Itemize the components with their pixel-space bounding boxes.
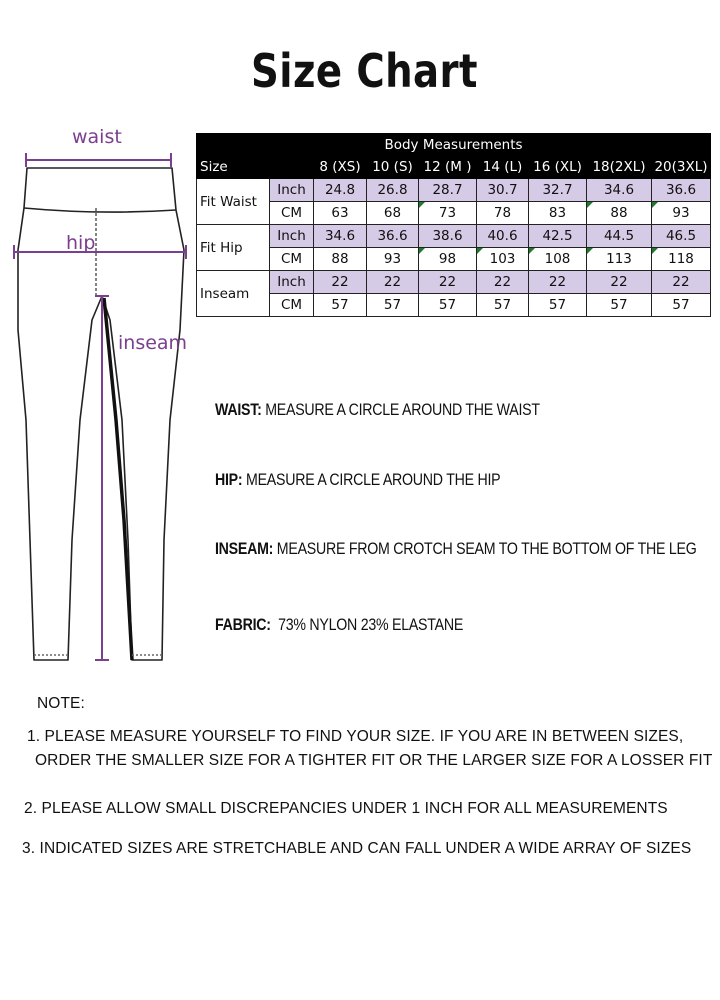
- table-row: [197, 202, 711, 225]
- table-cell: 30.7: [477, 179, 529, 202]
- table-cell: 73: [419, 202, 477, 225]
- table-cell: 57: [314, 294, 367, 317]
- table-cell: 57: [652, 294, 711, 317]
- table-cell: 22: [314, 271, 367, 294]
- size-column-header: Size: [197, 156, 314, 179]
- table-cell: 22: [367, 271, 419, 294]
- size-header: 20(3XL): [652, 156, 711, 179]
- table-cell: 57: [529, 294, 587, 317]
- table-cell: 22: [419, 271, 477, 294]
- table-row: [197, 225, 711, 248]
- unit-label: Inch: [270, 225, 314, 248]
- table-cell: 93: [652, 202, 711, 225]
- table-cell: 34.6: [314, 225, 367, 248]
- table-cell: 46.5: [652, 225, 711, 248]
- leggings-outline-icon: [0, 120, 200, 680]
- note-heading: NOTE:: [37, 695, 85, 712]
- note-item-2: 2. PLEASE ALLOW SMALL DISCREPANCIES UNDER 1 INCH FOR ALL MEASUREMENTS: [24, 800, 668, 817]
- note-item-1-line-2: ORDER THE SMALLER SIZE FOR A TIGHTER FIT OR THE LARGER SIZE FOR A LOSSER FIT: [35, 752, 713, 769]
- page-title: Size Chart: [251, 44, 478, 98]
- size-header: 12 (M ): [419, 156, 477, 179]
- table-cell: 34.6: [587, 179, 652, 202]
- note-item-3: 3. INDICATED SIZES ARE STRETCHABLE AND CAN FALL UNDER A WIDE ARRAY OF SIZES: [22, 840, 692, 857]
- table-cell: 93: [367, 248, 419, 271]
- table-cell: 28.7: [419, 179, 477, 202]
- table-row: [197, 179, 711, 202]
- size-table: [196, 133, 711, 317]
- description-text: 73% NYLON 23% ELASTANE: [270, 616, 464, 634]
- table-cell: 44.5: [587, 225, 652, 248]
- table-cell: 24.8: [314, 179, 367, 202]
- table-cell: 83: [529, 202, 587, 225]
- table-row: [197, 271, 711, 294]
- unit-label: Inch: [270, 179, 314, 202]
- row-label-inseam: Inseam: [197, 271, 270, 317]
- description-label: HIP:: [215, 471, 243, 489]
- unit-label: Inch: [270, 271, 314, 294]
- inseam-label: inseam: [118, 332, 188, 354]
- table-cell: 38.6: [419, 225, 477, 248]
- table-cell: 22: [477, 271, 529, 294]
- table-cell: 118: [652, 248, 711, 271]
- table-cell: 88: [587, 202, 652, 225]
- row-label-fit-waist: Fit Waist: [197, 179, 270, 225]
- table-cell: 36.6: [367, 225, 419, 248]
- unit-label: CM: [270, 248, 314, 271]
- description-fabric: [215, 616, 463, 635]
- leggings-illustration: [0, 120, 200, 680]
- table-row: [197, 248, 711, 271]
- size-header: 16 (XL): [529, 156, 587, 179]
- unit-label: CM: [270, 202, 314, 225]
- table-cell: 57: [367, 294, 419, 317]
- row-label-fit-hip: Fit Hip: [197, 225, 270, 271]
- table-cell: 103: [477, 248, 529, 271]
- description-label: INSEAM:: [215, 540, 274, 558]
- description-inseam: [215, 540, 696, 559]
- description-label: WAIST:: [215, 401, 262, 419]
- waist-label: waist: [72, 126, 122, 148]
- size-header: 14 (L): [477, 156, 529, 179]
- description-label: FABRIC:: [215, 616, 271, 634]
- size-header: 10 (S): [367, 156, 419, 179]
- table-cell: 40.6: [477, 225, 529, 248]
- table-cell: 98: [419, 248, 477, 271]
- table-cell: 42.5: [529, 225, 587, 248]
- table-cell: 57: [419, 294, 477, 317]
- description-text: MEASURE A CIRCLE AROUND THE WAIST: [261, 401, 540, 419]
- table-cell: 26.8: [367, 179, 419, 202]
- description-hip: [215, 471, 500, 490]
- unit-label: CM: [270, 294, 314, 317]
- size-header: 8 (XS): [314, 156, 367, 179]
- table-row: [197, 294, 711, 317]
- description-text: MEASURE A CIRCLE AROUND THE HIP: [242, 471, 501, 489]
- table-cell: 22: [529, 271, 587, 294]
- table-cell: 63: [314, 202, 367, 225]
- table-cell: 68: [367, 202, 419, 225]
- table-cell: 57: [477, 294, 529, 317]
- table-cell: 108: [529, 248, 587, 271]
- table-caption: Body Measurements: [197, 134, 711, 156]
- note-item-1-line-1: 1. PLEASE MEASURE YOURSELF TO FIND YOUR SIZE. IF YOU ARE IN BETWEEN SIZES,: [27, 728, 684, 745]
- table-cell: 57: [587, 294, 652, 317]
- table-cell: 32.7: [529, 179, 587, 202]
- table-cell: 113: [587, 248, 652, 271]
- table-cell: 22: [587, 271, 652, 294]
- description-waist: [215, 401, 540, 420]
- table-cell: 88: [314, 248, 367, 271]
- table-cell: 78: [477, 202, 529, 225]
- table-cell: 36.6: [652, 179, 711, 202]
- hip-label: hip: [66, 232, 96, 254]
- description-text: MEASURE FROM CROTCH SEAM TO THE BOTTOM OF THE LEG: [273, 540, 697, 558]
- size-header: 18(2XL): [587, 156, 652, 179]
- table-cell: 22: [652, 271, 711, 294]
